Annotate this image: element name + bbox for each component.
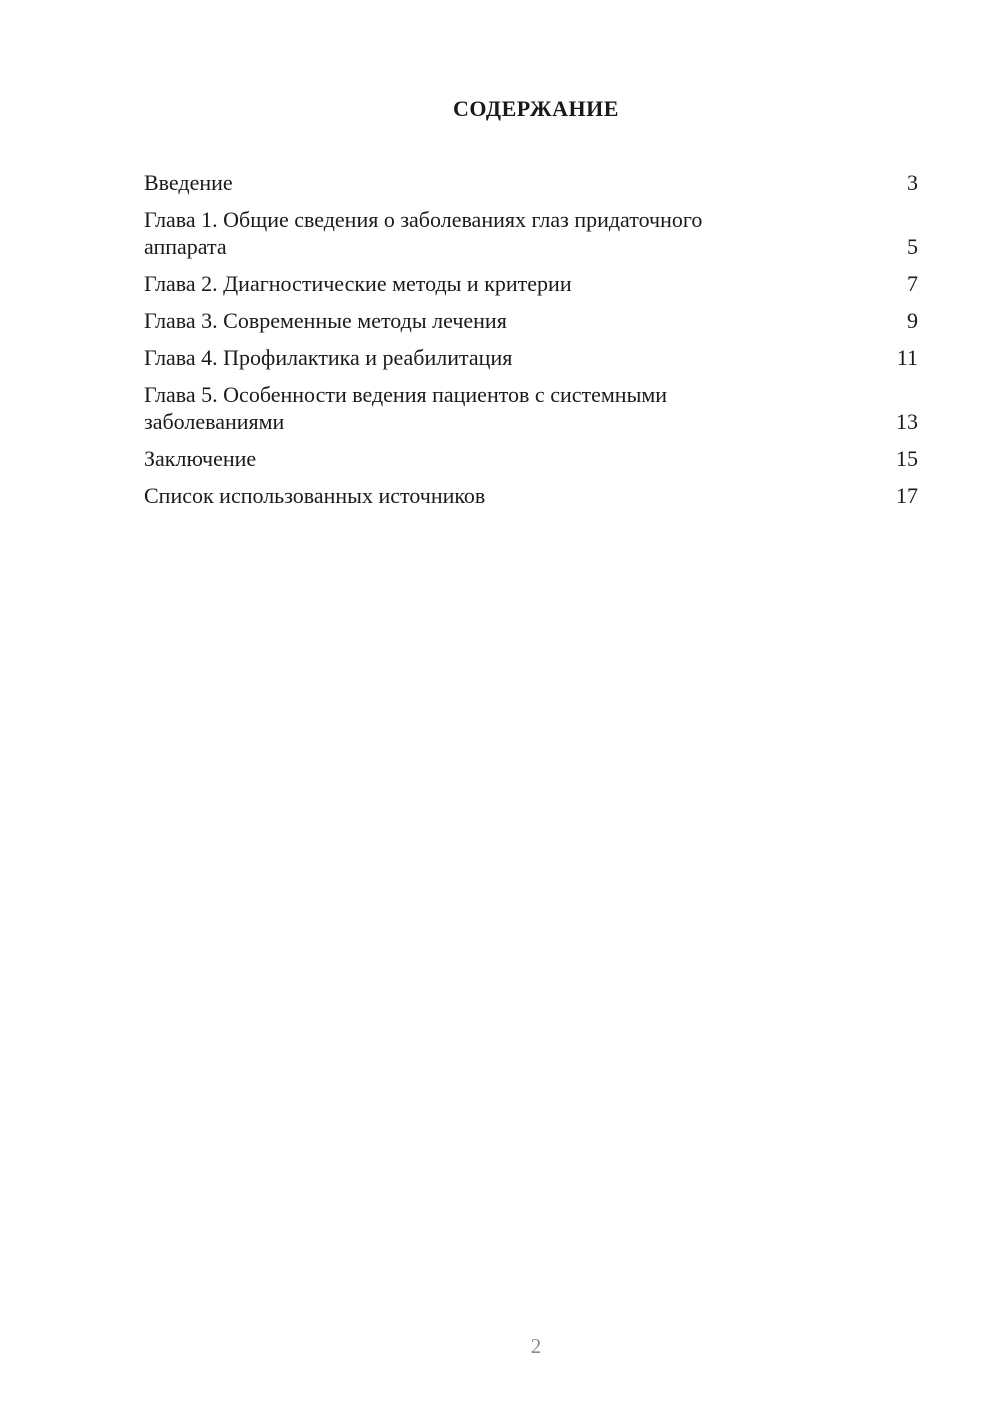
toc-entry-title: Глава 4. Профилактика и реабилитация xyxy=(144,345,513,370)
toc-entry-conclusion xyxy=(144,445,918,472)
toc-entry-references xyxy=(144,482,918,509)
toc-entry-title: Глава 1. Общие сведения о заболеваниях глаз придаточного аппарата xyxy=(144,207,703,259)
table-of-contents xyxy=(144,169,918,519)
page-title: СОДЕРЖАНИЕ xyxy=(453,96,619,121)
toc-entry-title: Глава 5. Особенности ведения пациентов с системными заболеваниями xyxy=(144,382,668,434)
toc-entry-page: 9 xyxy=(907,308,918,333)
toc-entry-chapter-5 xyxy=(144,381,918,435)
toc-entry-page: 3 xyxy=(907,170,918,195)
toc-entry-title: Заключение xyxy=(144,446,257,471)
toc-entry-title: Глава 3. Современные методы лечения xyxy=(144,308,507,333)
toc-entry-title: Введение xyxy=(144,170,233,195)
toc-entry-page: 5 xyxy=(907,234,918,259)
toc-entry-chapter-4 xyxy=(144,344,918,371)
toc-entry-introduction xyxy=(144,169,918,196)
toc-entry-chapter-2 xyxy=(144,270,918,297)
toc-entry-chapter-1 xyxy=(144,206,918,260)
toc-entry-chapter-3 xyxy=(144,307,918,334)
toc-entry-page: 17 xyxy=(896,483,918,508)
toc-entry-page: 13 xyxy=(896,409,918,434)
toc-entry-page: 15 xyxy=(896,446,918,471)
toc-entry-page: 11 xyxy=(896,345,918,370)
toc-entry-title: Глава 2. Диагностические методы и критерии xyxy=(144,271,572,296)
page-number: 2 xyxy=(530,1334,542,1358)
toc-entry-title: Список использованных источников xyxy=(144,483,486,508)
toc-entry-page: 7 xyxy=(907,271,918,296)
